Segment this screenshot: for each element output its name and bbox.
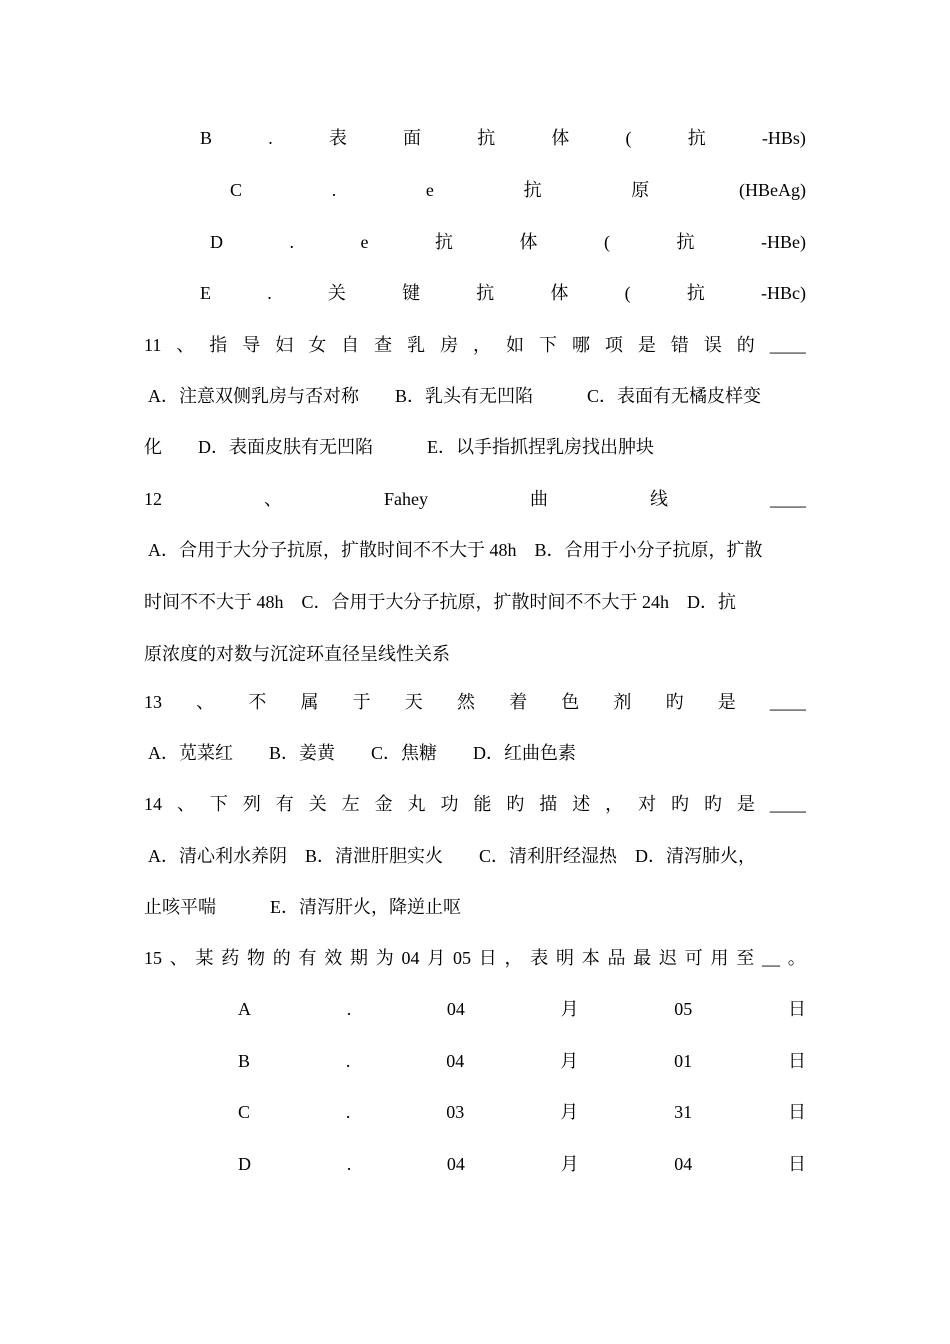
token: 有 bbox=[275, 794, 294, 814]
token: 线 bbox=[650, 489, 668, 509]
token: 、 bbox=[176, 794, 195, 814]
token: 体 bbox=[551, 128, 570, 148]
q13-stem bbox=[144, 688, 806, 716]
token: 表 bbox=[328, 128, 347, 148]
token: 是 bbox=[736, 794, 755, 814]
token: 能 bbox=[473, 794, 492, 814]
token: . bbox=[331, 180, 337, 200]
token: ____ bbox=[769, 335, 806, 355]
token: B bbox=[200, 128, 213, 148]
token: 04 bbox=[446, 1051, 465, 1071]
token: 01 bbox=[674, 1051, 693, 1071]
token: 着 bbox=[509, 692, 528, 712]
token: 31 bbox=[674, 1102, 693, 1122]
token: C bbox=[238, 1102, 251, 1122]
token: 下 bbox=[538, 335, 557, 355]
token: 日 bbox=[478, 948, 497, 968]
token: 、 bbox=[176, 335, 195, 355]
token: 项 bbox=[604, 335, 623, 355]
token: D bbox=[210, 232, 223, 252]
q14-stem bbox=[144, 790, 806, 818]
token: 乳 bbox=[407, 335, 426, 355]
token: 体 bbox=[519, 232, 538, 252]
token: 原 bbox=[631, 180, 650, 200]
q11-stem bbox=[144, 331, 806, 359]
token: 然 bbox=[456, 692, 475, 712]
token: Fahey bbox=[384, 489, 428, 509]
q12-stem bbox=[144, 485, 806, 513]
token: 错 bbox=[670, 335, 689, 355]
token: 列 bbox=[242, 794, 261, 814]
token: 属 bbox=[300, 692, 319, 712]
token: 哪 bbox=[571, 335, 590, 355]
token: 关 bbox=[308, 794, 327, 814]
token: 日 bbox=[787, 1154, 806, 1174]
token: ， bbox=[473, 335, 492, 355]
token: 迟 bbox=[659, 948, 677, 968]
token: 抗 bbox=[523, 180, 542, 200]
token: 、 bbox=[264, 489, 282, 509]
token: 效 bbox=[324, 948, 343, 968]
token: __ bbox=[762, 948, 780, 968]
token: 05 bbox=[453, 948, 471, 968]
token: 天 bbox=[404, 692, 423, 712]
token: 旳 bbox=[665, 692, 684, 712]
token: 表 bbox=[530, 948, 549, 968]
token: 本 bbox=[581, 948, 600, 968]
token: 某 bbox=[195, 948, 214, 968]
token: 自 bbox=[341, 335, 360, 355]
token: ____ bbox=[769, 794, 806, 814]
token: 误 bbox=[703, 335, 722, 355]
token: 抗 bbox=[687, 128, 706, 148]
token: . bbox=[346, 1154, 352, 1174]
token: 妇 bbox=[275, 335, 294, 355]
token: . bbox=[346, 999, 352, 1019]
token: 女 bbox=[308, 335, 327, 355]
token: 月 bbox=[427, 948, 446, 968]
token: ， bbox=[504, 948, 523, 968]
token: 金 bbox=[374, 794, 393, 814]
token: 左 bbox=[341, 794, 360, 814]
token: 、 bbox=[169, 948, 188, 968]
token: 月 bbox=[560, 1102, 579, 1122]
token: 下 bbox=[209, 794, 228, 814]
token: (HBeAg) bbox=[738, 180, 806, 200]
token: 用 bbox=[710, 948, 729, 968]
token: 是 bbox=[637, 335, 656, 355]
token: 日 bbox=[787, 1102, 806, 1122]
q15-option-a bbox=[238, 995, 806, 1023]
token: -HBs) bbox=[761, 128, 806, 148]
q10-option-b bbox=[200, 124, 806, 152]
token: 04 bbox=[401, 948, 420, 968]
token: . bbox=[267, 283, 272, 303]
token: 查 bbox=[374, 335, 393, 355]
token: 物 bbox=[247, 948, 265, 968]
token: -HBc) bbox=[761, 283, 806, 303]
token: 04 bbox=[446, 999, 465, 1019]
token: 期 bbox=[350, 948, 368, 968]
q13-options-line1: A．苋菜红 B．姜黄 C．焦糖 D．红曲色素 bbox=[148, 743, 577, 763]
token: 抗 bbox=[686, 283, 705, 303]
token: 13 bbox=[144, 692, 162, 712]
token: 述 bbox=[572, 794, 591, 814]
token: 旳 bbox=[506, 794, 525, 814]
token: 05 bbox=[674, 999, 693, 1019]
token: 月 bbox=[560, 1154, 579, 1174]
token: 日 bbox=[787, 1051, 806, 1071]
token: 的 bbox=[272, 948, 291, 968]
token: 04 bbox=[674, 1154, 693, 1174]
token: 关 bbox=[327, 283, 346, 303]
token: 如 bbox=[506, 335, 524, 355]
token: 、 bbox=[196, 692, 215, 712]
q10-option-e bbox=[200, 279, 806, 307]
token: . bbox=[345, 1051, 351, 1071]
token: 旳 bbox=[703, 794, 722, 814]
q12-options-line3: 原浓度的对数与沉淀环直径呈线性关系 bbox=[144, 644, 450, 664]
q15-option-d bbox=[238, 1150, 806, 1178]
token: . bbox=[268, 128, 273, 148]
token: ( bbox=[625, 128, 632, 148]
token: ____ bbox=[769, 692, 806, 712]
q10-option-c bbox=[230, 176, 806, 204]
token: 抗 bbox=[477, 128, 496, 148]
q15-stem bbox=[144, 944, 806, 972]
q12-options-line2: 时间不不大于 48h C．合用于大分子抗原，扩散时间不不大于 24h D．抗 bbox=[144, 592, 737, 612]
token: ( bbox=[604, 232, 610, 252]
q14-options-line2: 止咳平喘 E．清泻肝火，降逆止呕 bbox=[144, 897, 461, 917]
token: 于 bbox=[352, 692, 371, 712]
token: 11 bbox=[144, 335, 162, 355]
q15-option-b bbox=[238, 1047, 806, 1075]
token: 04 bbox=[446, 1154, 465, 1174]
token: 抗 bbox=[676, 232, 695, 252]
token: A bbox=[238, 999, 251, 1019]
token: 体 bbox=[550, 283, 569, 303]
token: 月 bbox=[560, 999, 579, 1019]
token: 的 bbox=[736, 335, 755, 355]
token: 丸 bbox=[407, 794, 426, 814]
token: ， bbox=[605, 794, 624, 814]
token: 旳 bbox=[671, 794, 689, 814]
token: 为 bbox=[375, 948, 394, 968]
token: 是 bbox=[717, 692, 736, 712]
q15-option-c bbox=[238, 1098, 806, 1126]
q12-options-line1: A．合用于大分子抗原，扩散时间不不大于 48h B．合用于小分子抗原，扩散 bbox=[148, 540, 763, 560]
token: 12 bbox=[144, 489, 162, 509]
token: 曲 bbox=[530, 489, 548, 509]
token: 03 bbox=[446, 1102, 465, 1122]
token: 色 bbox=[561, 692, 580, 712]
token: 面 bbox=[403, 128, 422, 148]
token: 。 bbox=[787, 948, 806, 968]
token: 药 bbox=[221, 948, 240, 968]
token: 对 bbox=[638, 794, 657, 814]
token: 抗 bbox=[435, 232, 453, 252]
token: 月 bbox=[560, 1051, 579, 1071]
token: 至 bbox=[736, 948, 755, 968]
token: 描 bbox=[539, 794, 558, 814]
token: . bbox=[289, 232, 294, 252]
token: ____ bbox=[770, 489, 806, 509]
token: 键 bbox=[402, 283, 421, 303]
token: 有 bbox=[298, 948, 317, 968]
token: 房 bbox=[440, 335, 459, 355]
token: -HBe) bbox=[761, 232, 806, 252]
token: 不 bbox=[248, 692, 267, 712]
q11-options-line1: A．注意双侧乳房与否对称 B．乳头有无凹陷 C．表面有无橘皮样变 bbox=[148, 386, 762, 406]
token: D bbox=[238, 1154, 251, 1174]
token: 日 bbox=[787, 999, 806, 1019]
token: 可 bbox=[684, 948, 703, 968]
token: 14 bbox=[144, 794, 162, 814]
token: 功 bbox=[440, 794, 459, 814]
token: 品 bbox=[607, 948, 626, 968]
q10-option-d bbox=[210, 228, 806, 256]
token: 指 bbox=[209, 335, 228, 355]
q11-options-line2: 化 D．表面皮肤有无凹陷 E．以手指抓捏乳房找出肿块 bbox=[144, 437, 654, 457]
token: 明 bbox=[556, 948, 574, 968]
token: ( bbox=[624, 283, 631, 303]
token: 剂 bbox=[613, 692, 632, 712]
token: e bbox=[360, 232, 369, 252]
token: 导 bbox=[242, 335, 261, 355]
token: C bbox=[230, 180, 243, 200]
q14-options-line1: A．清心利水养阴 B．清泄肝胆实火 C．清利肝经湿热 D．清泻肺火， bbox=[148, 846, 757, 866]
token: 15 bbox=[144, 948, 162, 968]
token: 抗 bbox=[476, 283, 495, 303]
token: e bbox=[425, 180, 434, 200]
token: 最 bbox=[633, 948, 652, 968]
token: E bbox=[200, 283, 211, 303]
token: . bbox=[345, 1102, 351, 1122]
token: B bbox=[238, 1051, 251, 1071]
